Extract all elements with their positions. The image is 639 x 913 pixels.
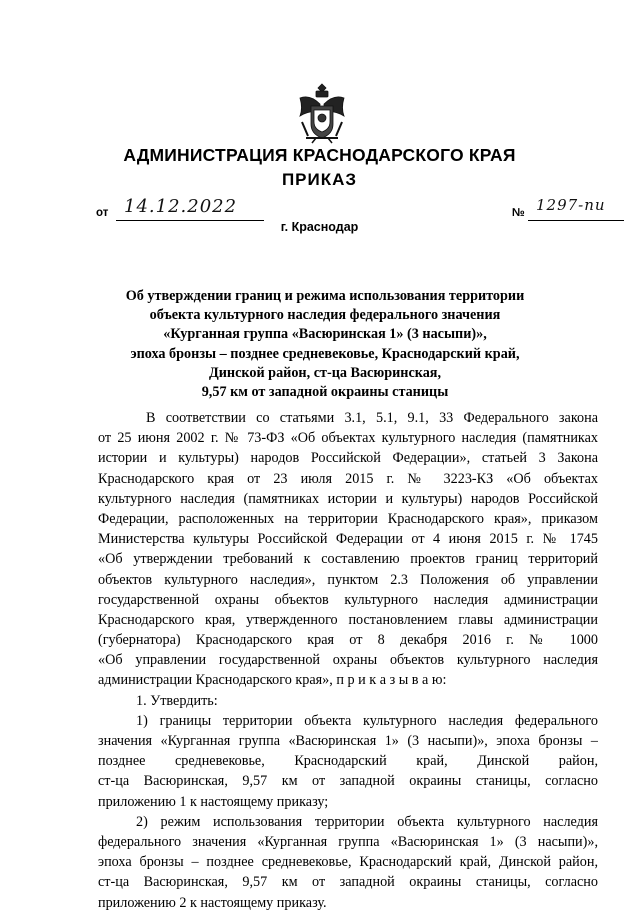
document-type: ПРИКАЗ	[281, 170, 358, 189]
date-handwritten: 14.12.2022	[124, 196, 238, 217]
body-line: приложению 1 к настоящему приказу;	[98, 793, 329, 810]
body-line: значения «Курганная группа «Васюринская 1» (3 насыпи)», эпоха бронзы –	[98, 733, 598, 749]
body-line: В соответствии со статьями 3.1, 5.1, 9.1, 33 Федерального закона	[146, 410, 598, 426]
body-line: от 25 июня 2002 г. № 73-ФЗ «Об объектах культурного наследия (памятниках	[98, 430, 598, 447]
title-line: 9,57 км от западной окраины станицы	[201, 384, 449, 401]
body-line: 1) границы территории объекта культурного наследия федерального	[136, 712, 598, 729]
coat-of-arms-icon	[294, 82, 350, 144]
body-line: Министерства культуры Российской Федерации от 4 июня 2015 г. № 1745	[98, 531, 598, 548]
order-body	[98, 408, 598, 913]
body-line: федерального значения «Курганная группа «Васюринская 1» (3 насыпи)»,	[98, 833, 598, 850]
body-line: позднее средневековье, Краснодарский край, Динской район,	[98, 753, 598, 770]
body-line: ст-ца Васюринская, 9,57 км от западной окраины станицы, согласно	[98, 874, 598, 891]
title-line: «Курганная группа «Васюринская 1» (3 насыпи)»,	[163, 326, 487, 343]
body-line: Краснодарского края от 23 июля 2015 г. № 3223-КЗ «Об объектах	[98, 470, 598, 487]
title-line: Об утверждении границ и режима использования территории	[125, 288, 525, 304]
body-line: приложению 2 к настоящему приказу.	[98, 894, 327, 911]
body-line: эпоха бронзы – позднее средневековье, Краснодарский край, Динской район,	[98, 854, 598, 871]
title-line: эпоха бронзы – позднее средневековье, Краснодарский край,	[130, 345, 520, 362]
body-line: (губернатора) Краснодарского края от 8 декабря 2016 г. № 1000	[98, 632, 598, 649]
order-title	[80, 287, 570, 402]
number-handwritten: 1297-пи	[536, 196, 606, 214]
city: г. Краснодар	[280, 220, 359, 234]
body-line: Федерации, расположенных на территории Краснодарского края», приказом	[98, 510, 598, 527]
body-line: объектов культурного наследия», пунктом 2.3 Положения об управлении	[98, 571, 598, 588]
title-line: Динской район, ст-ца Васюринская,	[208, 364, 442, 381]
title-line: объекта культурного наследия федерального значения	[149, 307, 501, 324]
agency-name: АДМИНИСТРАЦИЯ КРАСНОДАРСКОГО КРАЯ	[123, 145, 516, 165]
body-line: 2) режим использования территории объекта культурного наследия	[136, 813, 598, 830]
body-line: истории и культуры) народов Российской Федерации», статьей 3 Закона	[98, 450, 598, 467]
number-prefix: №	[512, 207, 525, 219]
body-line: культурного наследия (памятниках истории и культуры) народов Российской	[98, 490, 598, 507]
body-line: Краснодарского края, утвержденного постановлением главы администрации	[98, 611, 598, 628]
body-line: ст-ца Васюринская, 9,57 км от западной окраины станицы, согласно	[98, 773, 598, 790]
date-prefix: от	[96, 207, 109, 219]
body-line: государственной охраны объектов культурного наследия администрации	[98, 591, 598, 608]
body-line: «Об утверждении требований к составлению проектов границ территорий	[98, 551, 598, 568]
body-line: администрации Краснодарского края», п р и к а з ы в а ю:	[98, 672, 447, 689]
body-line: 1. Утвердить:	[136, 692, 218, 709]
body-line: «Об управлении государственной охраны объектов культурного наследия	[98, 652, 598, 669]
